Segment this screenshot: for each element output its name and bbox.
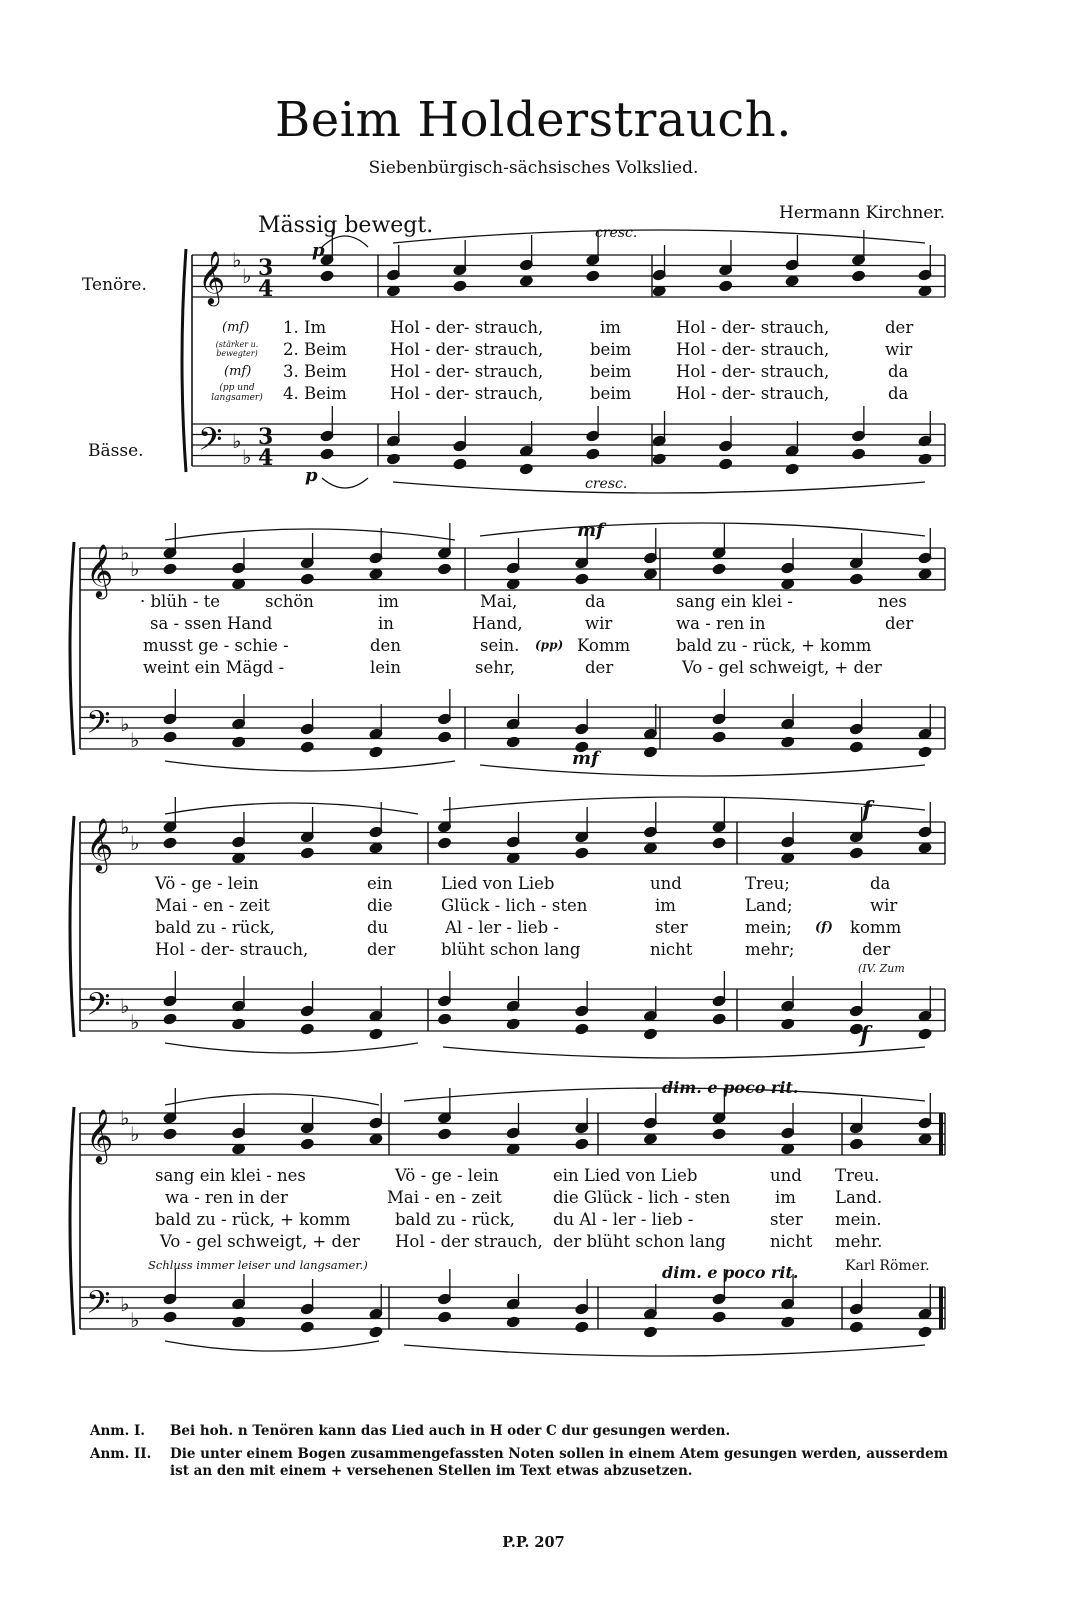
lyric: nes <box>878 592 907 611</box>
note-head <box>785 275 799 287</box>
note-head <box>719 458 733 470</box>
key-flat: ♭ <box>130 1122 140 1146</box>
lyric: beim <box>590 362 632 381</box>
lyric: 4. Beim <box>283 384 347 403</box>
lyric: Mai - en - zeit <box>155 896 270 915</box>
note-head <box>652 453 666 465</box>
lyric: da <box>870 874 891 893</box>
key-flat: ♭ <box>242 445 252 469</box>
lyric: Hand, <box>472 614 523 633</box>
dynamic-mf-top: mf <box>577 520 604 541</box>
key-flat: ♭ <box>242 264 252 288</box>
lyric: im <box>378 592 399 611</box>
lyric: 1. Im <box>283 318 327 337</box>
lyric: sang ein klei - nes <box>155 1166 306 1185</box>
lyricist: Karl Römer. <box>845 1258 930 1274</box>
lyric: mein. <box>835 1210 882 1229</box>
lyric: Vö - ge - lein <box>395 1166 499 1185</box>
lyric: der <box>862 940 891 959</box>
note-head <box>300 1023 314 1035</box>
note-head <box>438 1128 452 1140</box>
lyric: du <box>367 918 389 937</box>
lyric: Hol - der- strauch, <box>390 318 544 337</box>
key-flat: ♭ <box>120 1106 130 1130</box>
composer: Hermann Kirchner. <box>779 203 945 223</box>
lyric: im <box>775 1188 796 1207</box>
slur <box>322 236 368 247</box>
note-head <box>163 837 177 849</box>
lyric: der <box>885 318 914 337</box>
key-flat: ♭ <box>130 831 140 855</box>
lyric: ster <box>770 1210 803 1229</box>
note-head <box>438 731 452 743</box>
note-head <box>163 1311 177 1323</box>
lyric: da <box>888 384 909 403</box>
note-head <box>575 847 589 859</box>
note-head <box>438 837 452 849</box>
verse4-dynamic: (pp und langsamer) <box>211 383 263 403</box>
lyric: Vo - gel schweigt, + der <box>160 1232 360 1251</box>
slur <box>165 803 418 814</box>
lyric: mehr. <box>835 1232 883 1251</box>
note-head <box>575 1321 589 1333</box>
slur <box>443 1047 925 1058</box>
dynamic-cresc-bottom: cresc. <box>585 476 628 492</box>
note-head <box>918 842 932 854</box>
lyric: mehr; <box>745 940 795 959</box>
lyric: sa - ssen Hand <box>150 614 273 633</box>
lyric: · blüh - te <box>140 592 221 611</box>
tempo-marking: Mässig bewegt. <box>258 213 434 238</box>
lyric: wir <box>885 340 913 359</box>
note-head <box>438 1311 452 1323</box>
note-head <box>163 1013 177 1025</box>
lyric: Treu; <box>745 874 790 893</box>
note-head <box>232 1316 246 1328</box>
note-head <box>719 280 733 292</box>
note-head <box>918 1133 932 1145</box>
lyric: ein Lied von Lieb <box>553 1166 698 1185</box>
lyric: komm <box>850 918 902 937</box>
lyric: musst ge - schie - <box>143 636 289 655</box>
note-head <box>712 1013 726 1025</box>
lyric: Treu. <box>835 1166 880 1185</box>
lyric: da <box>888 362 909 381</box>
note-head <box>387 453 401 465</box>
lyric: bald zu - rück, <box>395 1210 515 1229</box>
treble-clef: 𝄞 <box>86 1108 114 1162</box>
note-head <box>644 1133 658 1145</box>
lyric: Mai - en - zeit <box>387 1188 502 1207</box>
lyric: Lied von Lieb <box>441 874 555 893</box>
lyric: wa - ren in der <box>165 1188 288 1207</box>
note-head <box>849 1138 863 1150</box>
note-head <box>453 280 467 292</box>
verse3-dynamic: (mf) <box>224 364 252 379</box>
lyric: den <box>370 636 401 655</box>
lyric: 3. Beim <box>283 362 347 381</box>
dynamic-cresc-top: cresc. <box>595 225 638 241</box>
note-head <box>163 731 177 743</box>
key-flat: ♭ <box>120 541 130 565</box>
slur <box>404 1345 925 1356</box>
note-head <box>918 568 932 580</box>
note-head <box>785 463 799 475</box>
note-head <box>453 458 467 470</box>
note-head <box>232 736 246 748</box>
dynamic-p-bottom: p <box>305 465 318 486</box>
lyric: Hol - der- strauch, <box>390 384 544 403</box>
lyric: schön <box>265 592 314 611</box>
note-head <box>575 573 589 585</box>
note-label: Anm. II. <box>90 1446 152 1462</box>
note-text: Bei hoh. n Tenören kann das Lied auch in H oder C dur gesungen werden. <box>170 1423 731 1439</box>
page-title: Beim Holderstrauch. <box>275 92 792 148</box>
note-head <box>849 847 863 859</box>
lyric: beim <box>590 384 632 403</box>
lyric: nicht <box>770 1232 813 1251</box>
note-head <box>644 746 658 758</box>
verse1-dynamic: (mf) <box>222 320 250 335</box>
lyric: der <box>367 940 396 959</box>
lyric: ein <box>367 874 393 893</box>
lyric: Land; <box>745 896 793 915</box>
note-head <box>506 1316 520 1328</box>
lyric: und <box>770 1166 802 1185</box>
note-head <box>438 563 452 575</box>
slur <box>165 1094 379 1105</box>
key-flat: ♭ <box>130 1010 140 1034</box>
lyric: im <box>600 318 621 337</box>
lyric: der <box>885 614 914 633</box>
note-head <box>519 275 533 287</box>
dynamic-p-top: p <box>312 240 325 261</box>
slur <box>165 529 455 540</box>
lyric: Hol - der- strauch, <box>676 340 830 359</box>
note-head <box>849 1321 863 1333</box>
note-head <box>506 1018 520 1030</box>
note-head <box>369 842 383 854</box>
lyric: 2. Beim <box>283 340 347 359</box>
note-head <box>300 573 314 585</box>
note-head <box>849 573 863 585</box>
note-head <box>644 1028 658 1040</box>
key-flat: ♭ <box>120 712 130 736</box>
note-head <box>575 1023 589 1035</box>
note-head <box>712 837 726 849</box>
key-flat: ♭ <box>120 1292 130 1316</box>
note-head <box>300 741 314 753</box>
lyric: du Al - ler - lieb - <box>553 1210 694 1229</box>
lyric: Glück - lich - sten <box>441 896 588 915</box>
note-head <box>918 453 932 465</box>
lyric: nicht <box>650 940 693 959</box>
key-flat: ♭ <box>130 1308 140 1332</box>
lyric: bald zu - rück, <box>155 918 275 937</box>
time-signature: 4 <box>258 445 274 471</box>
verse2-dynamic: (stärker u. bewegter) <box>215 340 259 358</box>
lyric: beim <box>590 340 632 359</box>
note-head <box>506 736 520 748</box>
lyric: Hol - der- strauch, <box>676 362 830 381</box>
key-flat: ♭ <box>130 728 140 752</box>
treble-clef: 𝄞 <box>86 543 114 597</box>
treble-clef: 𝄞 <box>198 250 226 304</box>
dynamic-f-bottom: f <box>860 1022 870 1048</box>
lyric: der <box>585 658 614 677</box>
voice-label-tenor: Tenöre. <box>82 275 147 295</box>
note-text: Die unter einem Bogen zusammengefassten Noten sollen in einem Atem gesungen werden, ausserdem ist an den mit einem + versehenen Stellen im Text etwas abzusetzen. <box>170 1446 948 1479</box>
lyric: bald zu - rück, + komm <box>676 636 872 655</box>
lyric: Hol - der strauch, <box>395 1232 543 1251</box>
slur <box>393 230 925 243</box>
lyric: wa - ren in <box>676 614 766 633</box>
lyric: und <box>650 874 682 893</box>
note-head <box>918 746 932 758</box>
dynamic-mf-bottom: mf <box>572 748 599 769</box>
lyric: blüht schon lang <box>441 940 581 959</box>
lyric: in <box>378 614 394 633</box>
time-signature: 3 <box>258 255 274 281</box>
subtitle: Siebenbürgisch-sächsisches Volkslied. <box>368 158 699 178</box>
key-flat: ♭ <box>120 815 130 839</box>
note-head <box>320 270 334 282</box>
lyric: ster <box>655 918 688 937</box>
note-head <box>369 1326 383 1338</box>
lyric: Land. <box>835 1188 883 1207</box>
note-head <box>438 1013 452 1025</box>
note-label: Anm. I. <box>90 1423 145 1439</box>
dynamic-dim-bottom: dim. e poco rit. <box>662 1263 799 1282</box>
note-head <box>163 1128 177 1140</box>
lyric: sein. <box>480 636 520 655</box>
note-head <box>852 448 866 460</box>
inline-dynamic-pp: (pp) <box>535 638 564 652</box>
bass-clef: 𝄢 <box>198 421 223 465</box>
system-brace <box>70 542 74 755</box>
note-head <box>918 1028 932 1040</box>
note-head <box>300 1321 314 1333</box>
slur <box>165 761 455 771</box>
bass-clef: 𝄢 <box>86 1284 111 1328</box>
note-head <box>852 270 866 282</box>
key-flat: ♭ <box>232 429 242 453</box>
note-head <box>232 1018 246 1030</box>
time-signature: 4 <box>258 276 274 302</box>
lyric: der blüht schon lang <box>553 1232 726 1251</box>
annotation-schluss: Schluss immer leiser und langsamer.) <box>148 1258 368 1272</box>
lyric: mein; <box>745 918 792 937</box>
bass-clef: 𝄢 <box>86 986 111 1030</box>
key-flat: ♭ <box>120 994 130 1018</box>
note-head <box>369 1133 383 1145</box>
lyric: Hol - der- strauch, <box>390 340 544 359</box>
lyric: weint ein Mägd - <box>143 658 285 677</box>
bass-clef: 𝄢 <box>86 704 111 748</box>
time-signature: 3 <box>258 424 274 450</box>
slur <box>480 765 925 776</box>
note-head <box>586 448 600 460</box>
slur <box>165 1341 379 1351</box>
slur <box>480 523 925 536</box>
note-head <box>644 842 658 854</box>
note-head <box>781 736 795 748</box>
key-flat: ♭ <box>232 248 242 272</box>
lyric: Vo - gel schweigt, + der <box>682 658 882 677</box>
voice-label-bass: Bässe. <box>88 441 144 461</box>
lyric: wir <box>585 614 613 633</box>
note-head <box>586 270 600 282</box>
note-head <box>369 568 383 580</box>
lyric: lein <box>370 658 401 677</box>
slur <box>393 482 925 493</box>
note-head <box>163 563 177 575</box>
lyric: im <box>655 896 676 915</box>
lyric: bald zu - rück, + komm <box>155 1210 351 1229</box>
note-head <box>849 741 863 753</box>
note-head <box>712 731 726 743</box>
note-head <box>712 1128 726 1140</box>
lyric: sehr, <box>475 658 516 677</box>
note-head <box>369 746 383 758</box>
annotation-iv-zum: (IV. Zum <box>858 962 905 975</box>
key-flat: ♭ <box>130 557 140 581</box>
lyric: Hol - der- strauch, <box>676 318 830 337</box>
slur <box>443 797 925 810</box>
dynamic-dim-top: dim. e poco rit. <box>662 1078 799 1097</box>
note-head <box>918 1326 932 1338</box>
slur <box>322 478 368 488</box>
system-brace <box>182 249 186 472</box>
lyric: wir <box>870 896 898 915</box>
lyric: sang ein klei - <box>676 592 793 611</box>
lyric: Al - ler - lieb - <box>445 918 559 937</box>
system-brace <box>70 1107 74 1335</box>
lyric: Komm <box>577 636 631 655</box>
inline-dynamic-f: (f) <box>815 920 833 935</box>
slur <box>165 1043 418 1053</box>
lyric: die <box>367 896 393 915</box>
note-head <box>369 1028 383 1040</box>
lyric: Hol - der- strauch, <box>390 362 544 381</box>
note-head <box>781 1316 795 1328</box>
lyric: die Glück - lich - sten <box>553 1188 731 1207</box>
note-head <box>320 448 334 460</box>
note-head <box>644 568 658 580</box>
system-brace <box>70 816 74 1037</box>
note-head <box>644 1326 658 1338</box>
note-head <box>712 1311 726 1323</box>
note-head <box>300 1138 314 1150</box>
note-head <box>519 463 533 475</box>
lyric: Hol - der- strauch, <box>155 940 309 959</box>
dynamic-f-top: f <box>862 797 872 823</box>
treble-clef: 𝄞 <box>86 817 114 871</box>
lyric: Vö - ge - lein <box>155 874 259 893</box>
note-head <box>712 563 726 575</box>
note-head <box>575 1138 589 1150</box>
lyric: Mai, <box>480 592 518 611</box>
lyric: Hol - der- strauch, <box>676 384 830 403</box>
lyric: da <box>585 592 606 611</box>
note-head <box>300 847 314 859</box>
catalog-number: P.P. 207 <box>502 1534 565 1551</box>
note-head <box>781 1018 795 1030</box>
